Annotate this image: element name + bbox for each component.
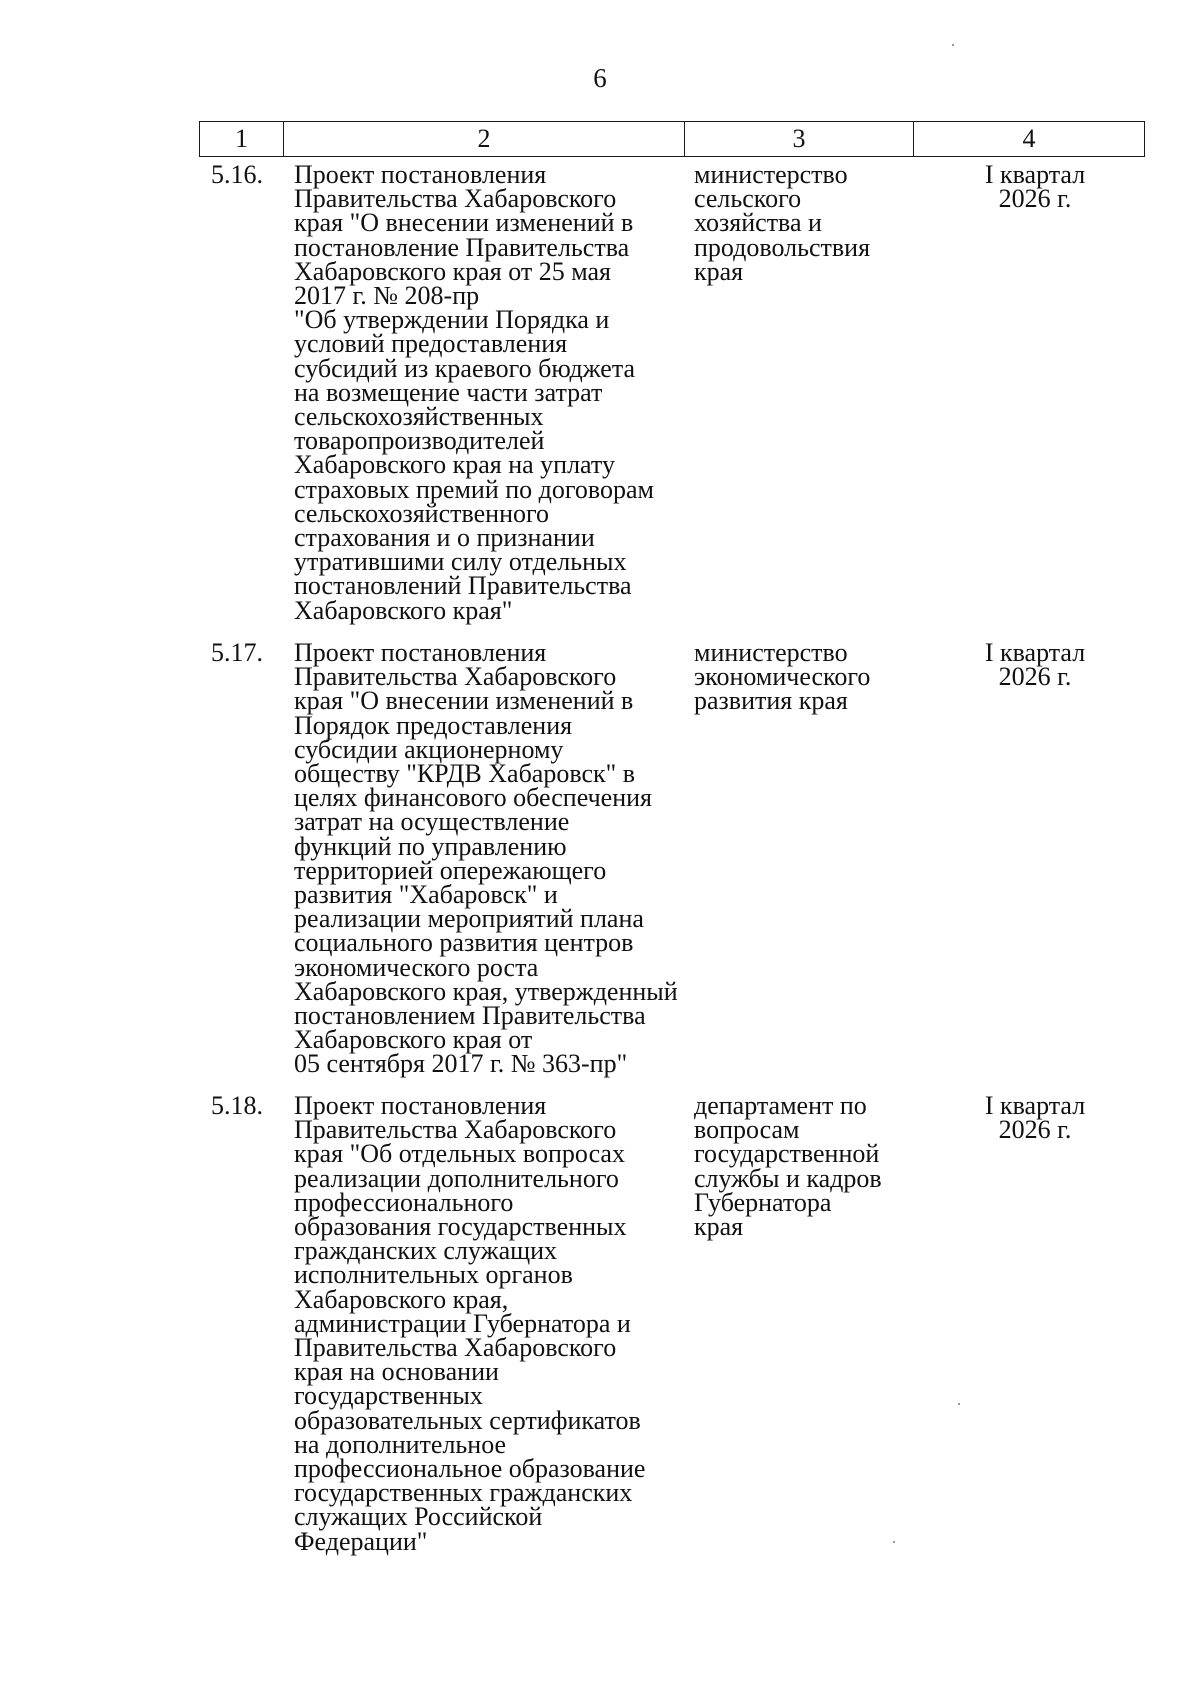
row-deadline: I квартал 2026 г. xyxy=(984,638,1086,692)
table-header xyxy=(199,121,1145,157)
header-col-3: 3 xyxy=(685,122,914,156)
row-number: 5.18. xyxy=(211,1091,263,1120)
row-deadline: I квартал 2026 г. xyxy=(984,1091,1086,1145)
row-responsible: департамент по вопросам государственной службы и кадров Губернатора края xyxy=(694,1091,882,1242)
header-col-1: 1 xyxy=(200,122,284,156)
row-deadline: I квартал 2026 г. xyxy=(984,160,1086,214)
header-col-4: 4 xyxy=(1022,124,1036,153)
row-responsible: министерство экономического развития края xyxy=(694,638,871,716)
scan-speck xyxy=(958,1403,960,1405)
scan-speck xyxy=(952,44,954,46)
row-title: Проект постановления Правительства Хабаровского края "О внесении изменений в постановление Правительства Хабаровского края от 25 мая 2017 г. № 208-пр "Об утверждении Порядка и условий предоставления субсидий из краевого бюджета на возмещение части затрат сельскохозяйственных товаропроизводителей Хабаровского края на уплату страховых премий по договорам сельскохозяйственного страхования и о признании утратившими силу отдельных постановлений Правительства Хабаровского края" xyxy=(294,160,655,625)
row-title: Проект постановления Правительства Хабаровского края "О внесении изменений в Порядок предоставления субсидии акционерному обществу "КРДВ Хабаровск" в целях финансового обеспечения затрат на осуществление функций по управлению территорией опережающего развития "Хабаровск" и реализации мероприятий плана социального развития центров экономического роста Хабаровского края, утвержденный постановлением Правительства Хабаровского края от 05 сентября 2017 г. № 363-пр" xyxy=(294,638,678,1079)
row-responsible: министерство сельского хозяйства и продовольствия края xyxy=(694,160,871,286)
scan-speck xyxy=(893,1541,895,1543)
header-col-2: 2 xyxy=(284,122,685,156)
row-number: 5.16. xyxy=(211,160,263,189)
row-title: Проект постановления Правительства Хабаровского края "Об отдельных вопросах реализации дополнительного профессионального образования государственных гражданских служащих исполнительных органов Хабаровского края, администрации Губернатора и Правительства Хабаровского края на основании государственных образовательных сертификатов на дополнительное профессиональное образование государственных гражданских служащих Российской Федерации" xyxy=(294,1091,646,1556)
row-number: 5.17. xyxy=(211,638,263,667)
page-number: 6 xyxy=(593,63,607,93)
